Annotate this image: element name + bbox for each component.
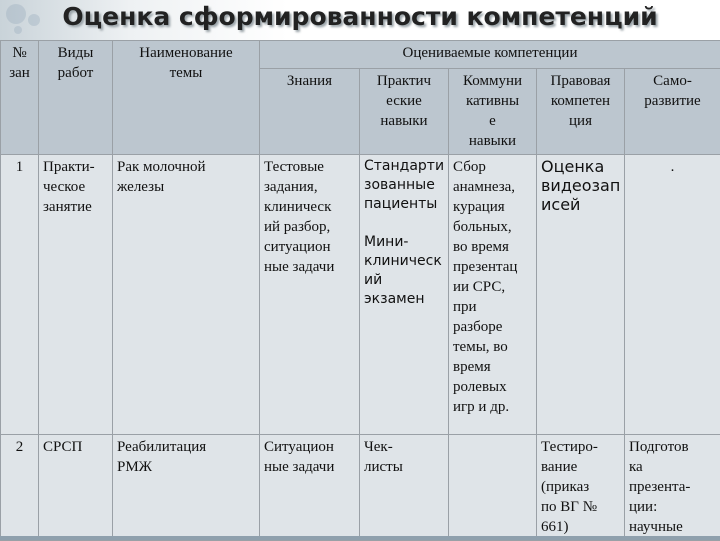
- page-title: Оценка сформированности компетенций: [0, 2, 720, 31]
- header-selfdev: Само- развитие: [625, 69, 720, 155]
- header-legal: Правовая компетен ция: [537, 69, 625, 155]
- row1-kind: Практи- ческое занятие: [39, 155, 113, 435]
- row1-communicative: Сбор анамнеза, курация больных, во время презентац ии СРС, при разборе темы, во время ролевых игр и др.: [449, 155, 537, 435]
- table-row: [1, 155, 720, 435]
- row1-practical: Стандарти зованные пациенты Мини- клиническ ий экзамен: [360, 155, 449, 435]
- header-num: № зан: [1, 41, 39, 155]
- competency-table: [0, 40, 720, 541]
- row2-kind: СРСП: [39, 435, 113, 541]
- header-kind: Виды работ: [39, 41, 113, 155]
- header-competencies: Оцениваемые компетенции: [260, 41, 720, 69]
- header-knowledge: Знания: [260, 69, 360, 155]
- row2-num: 2: [1, 435, 39, 541]
- table-row: [1, 435, 720, 541]
- footer-line: [0, 536, 720, 540]
- row2-topic: Реабилитация РМЖ: [113, 435, 260, 541]
- row2-selfdev: Подготов ка презента- ции: научные: [625, 435, 720, 541]
- header-practical: Практич еские навыки: [360, 69, 449, 155]
- row2-legal: Тестиро- вание (приказ по ВГ № 661): [537, 435, 625, 541]
- header-communicative: Коммуни кативны е навыки: [449, 69, 537, 155]
- row1-knowledge: Тестовые задания, клиническ ий разбор, ситуацион ные задачи: [260, 155, 360, 435]
- row2-communicative: [449, 435, 537, 541]
- row2-knowledge: Ситуацион ные задачи: [260, 435, 360, 541]
- row1-selfdev: .: [625, 155, 720, 435]
- row1-legal: Оценка видеозап исей: [537, 155, 625, 435]
- row2-practical: Чек- листы: [360, 435, 449, 541]
- header-topic: Наименование темы: [113, 41, 260, 155]
- row1-num: 1: [1, 155, 39, 435]
- row1-topic: Рак молочной железы: [113, 155, 260, 435]
